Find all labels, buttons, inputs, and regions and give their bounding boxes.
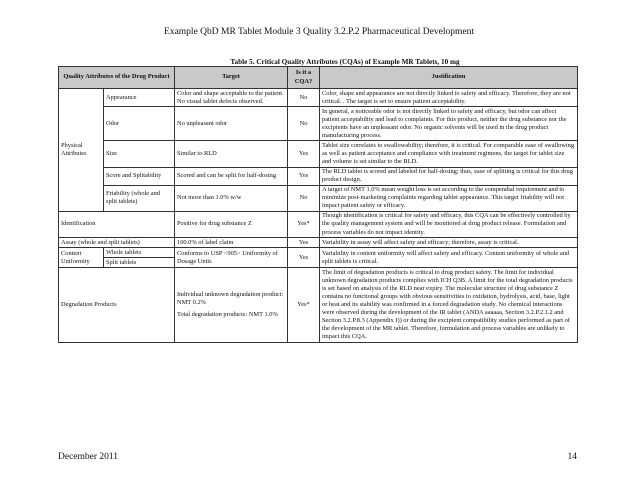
- table-row: [59, 167, 578, 185]
- cqa-cell: No: [288, 185, 320, 211]
- column-header-target: Target: [175, 67, 288, 89]
- target-cell: 100.0% of label claim: [175, 238, 288, 248]
- column-header-justification: Justification: [320, 67, 578, 89]
- justification-cell: The limit of degradation products is critical to drug product safety. The limit for individual unknown degradation products complies with ICH Q3B. A limit for the total degradation products is set based on analysis of the RLD near expiry. The molecular structure of drug substance Z contains no functional groups with obvious sensitivities to oxidation, hydrolysis, acid, base, light or heat and its stability was confirmed in a forced degradation study. No chemical interactions were observed during the development of the IR tablet (ANDA aaaaaa, Section 3.2.P.2.1.2 and Section 3.2.P.8.3 (Appendix I)) or during the excipient compatibility studies performed as part of the development of the MR tablet. Therefore, formulation and process variables are unlikely to impact this CQA.: [320, 268, 578, 343]
- attribute-name: Degradation Products: [59, 268, 175, 343]
- cqa-cell: Yes*: [288, 268, 320, 343]
- table-row: [59, 141, 578, 167]
- attribute-name: Odor: [104, 107, 175, 141]
- cqa-cell: No: [288, 107, 320, 141]
- cqa-cell: Yes: [288, 167, 320, 185]
- target-cell: Not more than 1.0% w/w: [175, 185, 288, 211]
- attribute-subname: Whole tablets: [104, 248, 175, 258]
- target-cell: Color and shape acceptable to the patient. No visual tablet defects observed.: [175, 89, 288, 107]
- justification-cell: Though identification is critical for safety and efficacy, this CQA can be effectively controlled by the quality management system and will be monitored at drug product release. Formulation and process variables do not impact identity.: [320, 211, 578, 237]
- justification-cell: In general, a noticeable odor is not directly linked to safety and efficacy, but odor can affect patient acceptability and lead to complaints. For this product, neither the drug substance nor the excipients have an unpleasant odor. No organic solvents will be used in the drug product manufacturing process.: [320, 107, 578, 141]
- cqa-cell: Yes*: [288, 211, 320, 237]
- footer-date: December 2011: [58, 452, 119, 462]
- attribute-subname: Split tablets: [104, 258, 175, 268]
- cqa-cell: Yes: [288, 141, 320, 167]
- target-cell: [175, 268, 288, 343]
- target-cell: Conforms to USP <905> Uniformity of Dosage Units: [175, 248, 288, 268]
- target-cell: Similar to RLD: [175, 141, 288, 167]
- page-number: 14: [567, 452, 577, 462]
- cqa-table: [58, 66, 578, 343]
- table-row: [59, 238, 578, 248]
- attribute-name: Friability (whole and split tablets): [104, 185, 175, 211]
- table-row: [59, 248, 578, 258]
- table-row: [59, 268, 578, 343]
- target-line: Individual unknown degradation product: NMT 0.2%: [177, 290, 284, 306]
- target-cell: Scored and can be split for half-dosing: [175, 167, 288, 185]
- justification-cell: Variability in assay will affect safety and efficacy; therefore, assay is critical.: [320, 238, 578, 248]
- justification-cell: A target of NMT 1.0% mean weight loss is set according to the compendial requirement and to minimize post-marketing complaints regarding tablet appearance. This target friability will not impact patient safety or efficacy.: [320, 185, 578, 211]
- cqa-cell: Yes: [288, 238, 320, 248]
- attribute-name: Score and Splitability: [104, 167, 175, 185]
- justification-cell: Variability in content uniformity will affect safety and efficacy. Content uniformity of whole and split tablets is critical.: [320, 248, 578, 268]
- target-cell: Positive for drug substance Z: [175, 211, 288, 237]
- physical-attributes-label: Physical Attributes: [59, 89, 104, 212]
- table-caption: Table 5. Critical Quality Attributes (CQAs) of Example MR Tablets, 10 mg: [230, 58, 460, 66]
- justification-cell: Tablet size correlates to swallowability; therefore, it is critical. For comparable ease of swallowing as well as patient acceptance and compliance with treatment regimens, the target for tablet size and volume is set similar to the RLD.: [320, 141, 578, 167]
- attribute-name: Content Uniformity: [59, 248, 104, 268]
- justification-cell: The RLD tablet is scored and labeled for half-dosing; thus, ease of splitting is critical for this drug product design.: [320, 167, 578, 185]
- table-header-row: [59, 67, 578, 89]
- table-row: [59, 211, 578, 237]
- table-row: [59, 185, 578, 211]
- target-cell: No unpleasant odor: [175, 107, 288, 141]
- attribute-name: Assay (whole and split tablets): [59, 238, 175, 248]
- attribute-name: Appearance: [104, 89, 175, 107]
- target-line: Total degradation products: NMT 1.0%: [177, 311, 278, 319]
- attribute-name: Size: [104, 141, 175, 167]
- column-header-cqa: Is it a CQA?: [288, 67, 320, 89]
- attribute-name: Identification: [59, 211, 175, 237]
- justification-cell: Color, shape and appearance are not directly linked to safety and efficacy. Therefore, they are not critical. . The target is set to ensure patient acceptability.: [320, 89, 578, 107]
- page-header: Example QbD MR Tablet Module 3 Quality 3.2.P.2 Pharmaceutical Development: [164, 27, 474, 37]
- column-header-attribute: Quality Attributes of the Drug Product: [59, 67, 175, 89]
- table-row: [59, 89, 578, 107]
- cqa-cell: Yes: [288, 248, 320, 268]
- table-row: [59, 107, 578, 141]
- cqa-cell: No: [288, 89, 320, 107]
